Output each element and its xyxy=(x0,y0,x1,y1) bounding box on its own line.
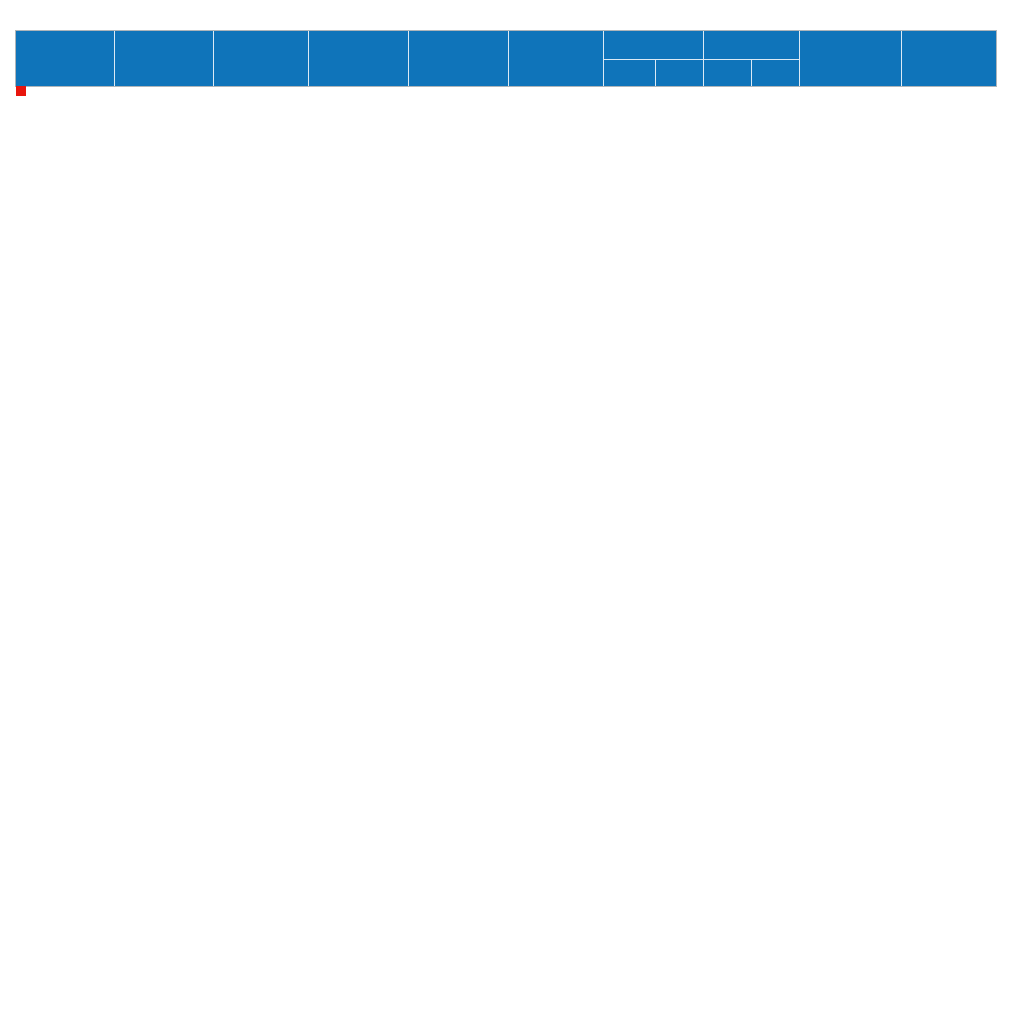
header-outer-diameter xyxy=(604,60,656,86)
header-max-load-title xyxy=(704,31,799,60)
header-stroke xyxy=(902,31,998,86)
header-model-name xyxy=(214,31,309,86)
table-header xyxy=(16,31,996,86)
header-accuracy xyxy=(509,31,604,86)
header-series xyxy=(115,31,214,86)
header-screw-spec-title xyxy=(604,31,703,60)
header-motor-power xyxy=(409,31,509,86)
header-dimensions xyxy=(309,31,409,86)
header-horizontal xyxy=(704,60,752,86)
spec-table xyxy=(15,30,997,87)
header-vertical xyxy=(752,60,799,86)
header-max-speed xyxy=(800,31,902,86)
header-screw-spec-group xyxy=(604,31,704,86)
highlight-box xyxy=(16,86,26,96)
header-lead xyxy=(656,60,703,86)
header-max-load-group xyxy=(704,31,800,86)
header-model-type xyxy=(16,31,115,86)
